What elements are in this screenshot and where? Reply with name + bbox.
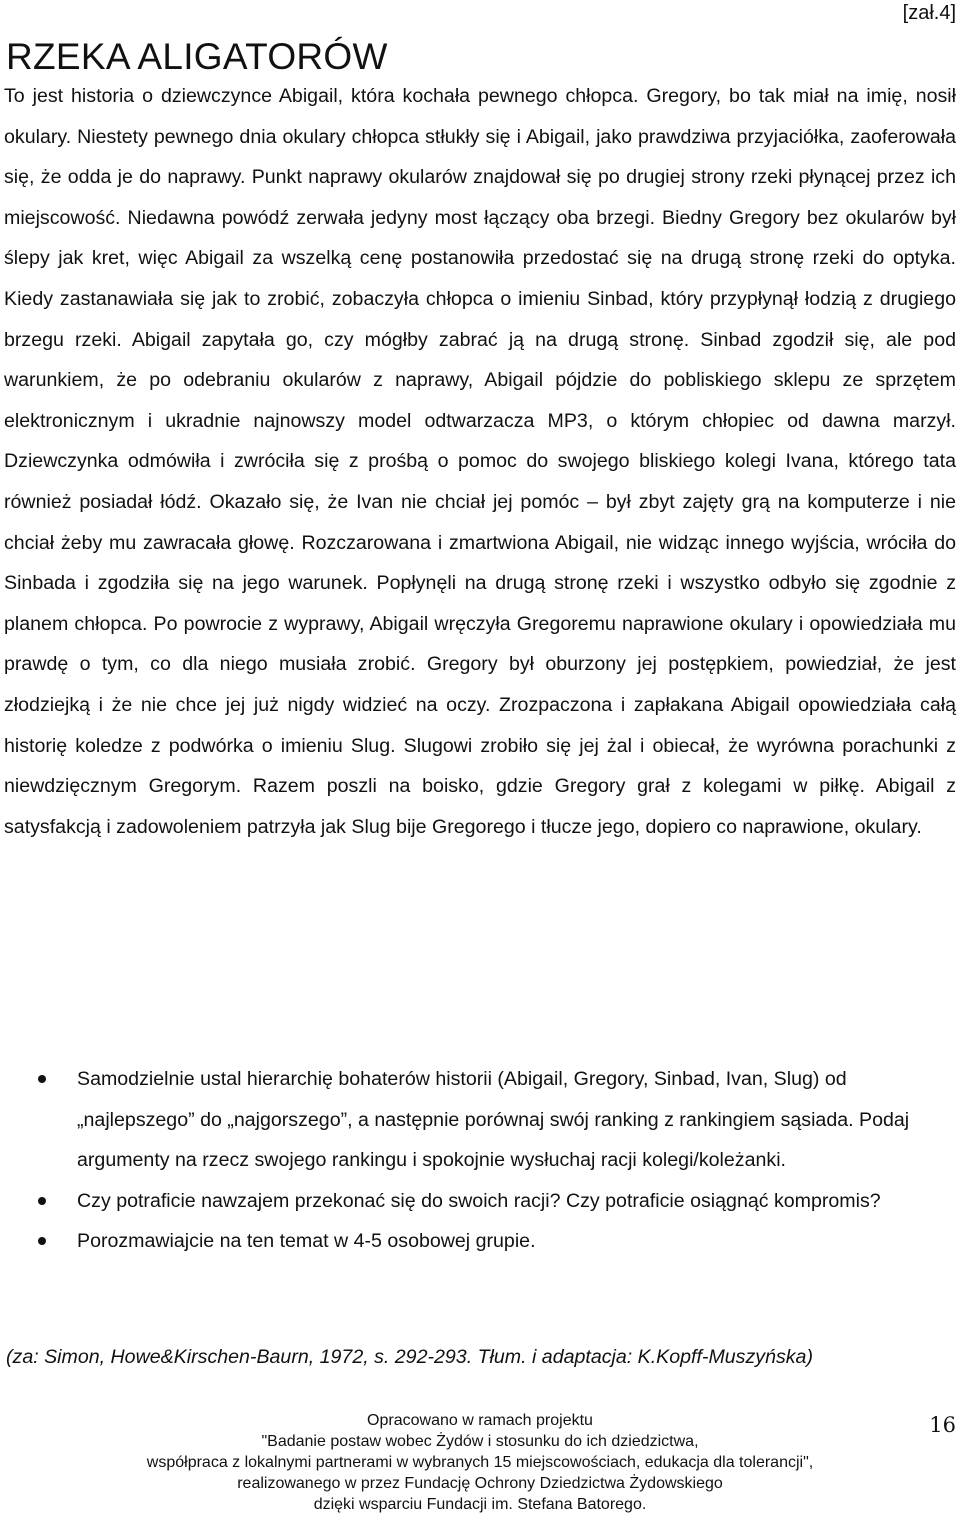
story-paragraph: To jest historia o dziewczynce Abigail, która kochała pewnego chłopca. Gregory, bo tak miał na imię, nosił okulary. Niestety pewnego dnia okulary chłopca stłukły się i Abigail, jako prawdziwa przyjaciółka, zaoferowała się, że odda je do naprawy. Punkt naprawy okularów znajdował się po drugiej strony rzeki płynącej przez ich miejscowość. Niedawna powódź zerwała jedyny most łączący oba brzegi. Biedny Gregory bez okularów był ślepy jak kret, więc Abigail za wszelką cenę postanowiła przedostać się na drugą stronę rzeki do optyka. Kiedy zastanawiała się jak to zrobić, zobaczyła chłopca o imieniu Sinbad, który przypłynął łodzią z drugiego brzegu rzeki. Abigail zapytała go, czy mógłby zabrać ją na drugą stronę. Sinbad zgodził się, ale pod warunkiem, że po odebraniu okularów z naprawy, Abigail pójdzie do pobliskiego sklepu ze sprzętem elektronicznym i ukradnie najnowszy model odtwarzacza MP3, o którym chłopiec od dawna marzył. Dziewczynka odmówiła i zwróciła się z prośbą o pomoc do swojego bliskiego kolegi Ivana, którego tata również posiadał łódź. Okazało się, że Ivan nie chciał jej pomóc – był zbyt zajęty grą na komputerze i nie chciał żeby mu zawracała głowę. Rozczarowana i zmartwiona Abigail, nie widząc innego wyjścia, wróciła do Sinbada i zgodziła się na jego warunek. Popłynęli na drugą stronę rzeki i wszystko odbyło się zgodnie z planem chłopca. Po powrocie z wyprawy, Abigail wręczyła Gregoremu naprawione okulary i opowiedziała mu prawdę o tym, co dla niego musiała zrobić. Gregory był oburzony jej postępkiem, powiedział, że jest złodziejką i że nie chce jej już nigdy widzieć na oczy. Zrozpaczona i zapłakana Abigail opowiedziała całą historię koledze z podwórka o imieniu Slug. Slugowi zrobiło się jej żal i obiecał, że wyrówna porachunki z niewdzięcznym Gregorym. Razem poszli na boisko, gdzie Gregory grał z kolegami w piłkę. Abigail z satysfakcją i zadowoleniem patrzyła jak Slug bije Gregorego i tłucze jego, dopiero co naprawione, okulary. (4, 85, 956, 838)
source-citation: (za: Simon, Howe&Kirschen-Baurn, 1972, s. 292-293. Tłum. i adaptacja: K.Kopff-Muszyńska) (6, 1346, 813, 1368)
footer-line: współpraca z lokalnymi partnerami w wybranych 15 miejscowościach, edukacja dla tolerancji", (146, 1454, 814, 1471)
footer-line: dzięki wsparciu Fundacji im. Stefana Batorego. (313, 1496, 647, 1513)
bullet-icon (38, 1197, 46, 1205)
page-number: 16 (929, 1413, 956, 1437)
document-title: RZEKA ALIGATORÓW (6, 36, 388, 77)
footer-line: realizowanego w przez Fundację Ochrony Dziedzictwa Żydowskiego (237, 1475, 723, 1492)
task-list (0, 1059, 960, 1262)
attachment-tag: [zał.4] (902, 2, 956, 24)
footer-line: Opracowano w ramach projektu (367, 1412, 593, 1429)
footer-line: "Badanie postaw wobec Żydów i stosunku do ich dziedzictwa, (261, 1433, 699, 1450)
task-item-discuss (0, 1221, 960, 1262)
bullet-icon (38, 1237, 46, 1245)
task-item-ranking (0, 1059, 960, 1181)
page-footer (0, 1410, 960, 1515)
task-text: Porozmawiajcie na ten temat w 4-5 osobowej grupie. (77, 1230, 536, 1253)
task-text: Samodzielnie ustal hierarchię bohaterów historii (Abigail, Gregory, Sinbad, Ivan, Slug) od „najlepszego” do „najgorszego”, a następnie porównaj swój ranking z rankingiem sąsiada. Podaj argumenty na rzecz swojego rankingu i spokojnie wysłuchaj racji kolegi/koleżanki. (77, 1068, 910, 1172)
task-text: Czy potraficie nawzajem przekonać się do swoich racji? Czy potraficie osiągnąć kompromis? (77, 1189, 881, 1212)
task-item-persuade (0, 1181, 960, 1222)
bullet-icon (38, 1075, 46, 1083)
